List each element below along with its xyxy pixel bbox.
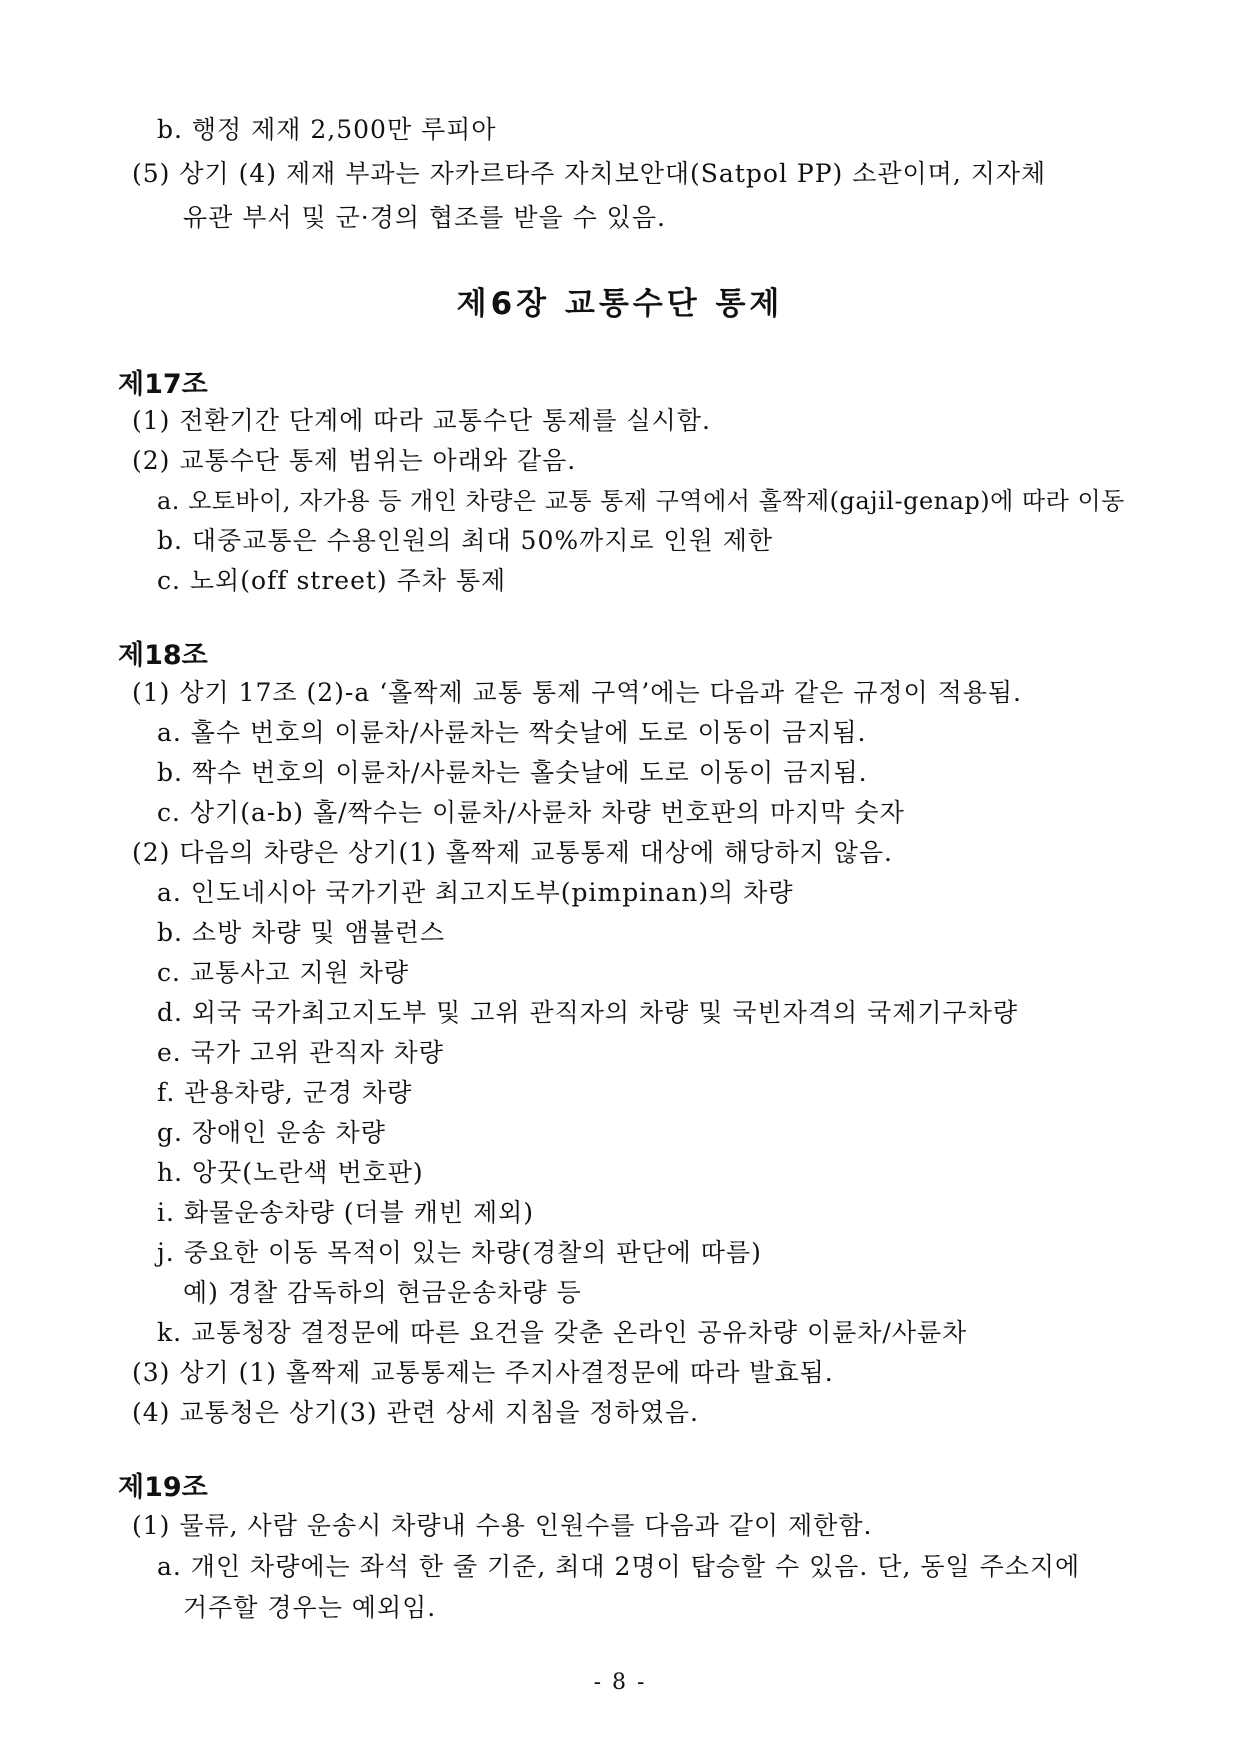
- article-heading: 제18조: [118, 640, 208, 671]
- text-line: h. 앙꿋(노란색 번호판): [157, 1158, 424, 1187]
- text-line: 유관 부서 및 군·경의 협조를 받을 수 있음.: [183, 203, 666, 232]
- text-line: f. 관용차량, 군경 차량: [157, 1078, 413, 1107]
- text-line: a. 오토바이, 자가용 등 개인 차량은 교통 통제 구역에서 홀짝제(gajil-genap)에 따라 이동: [157, 487, 1125, 515]
- text-line: c. 교통사고 지원 차량: [157, 958, 409, 987]
- text-line: c. 노외(off street) 주차 통제: [157, 566, 507, 595]
- text-line: k. 교통청장 결정문에 따른 요건을 갖춘 온라인 공유차량 이륜차/사륜차: [157, 1318, 968, 1347]
- text-line: (1) 상기 17조 (2)-a ‘홀짝제 교통 통제 구역’에는 다음과 같은 규정이 적용됨.: [132, 678, 1022, 707]
- text-line: g. 장애인 운송 차량: [157, 1118, 386, 1147]
- text-line: i. 화물운송차량 (더블 캐빈 제외): [157, 1198, 535, 1227]
- text-line: c. 상기(a-b) 홀/짝수는 이륜차/사륜차 차량 번호판의 마지막 숫자: [157, 798, 905, 827]
- text-line: b. 대중교통은 수용인원의 최대 50%까지로 인원 제한: [157, 526, 774, 555]
- text-line: (5) 상기 (4) 제재 부과는 자카르타주 자치보안대(Satpol PP) 소관이며, 지자체: [132, 159, 1047, 188]
- text-line: j. 중요한 이동 목적이 있는 차량(경찰의 판단에 따름): [157, 1238, 762, 1267]
- text-line: (2) 다음의 차량은 상기(1) 홀짝제 교통통제 대상에 해당하지 않음.: [132, 838, 893, 867]
- text-line: a. 홀수 번호의 이륜차/사륜차는 짝숫날에 도로 이동이 금지됨.: [157, 718, 867, 747]
- text-line: e. 국가 고위 관직자 차량: [157, 1038, 444, 1067]
- article-heading: 제17조: [118, 369, 208, 400]
- text-line: d. 외국 국가최고지도부 및 고위 관직자의 차량 및 국빈자격의 국제기구차량: [157, 998, 1018, 1027]
- article-heading: 제19조: [118, 1472, 208, 1503]
- text-line: a. 인도네시아 국가기관 최고지도부(pimpinan)의 차량: [157, 878, 794, 907]
- text-line: (4) 교통청은 상기(3) 관련 상세 지침을 정하였음.: [132, 1398, 700, 1427]
- chapter-title: 제6장 교통수단 통제: [456, 286, 784, 322]
- text-line: 예) 경찰 감독하의 현금운송차량 등: [183, 1278, 582, 1307]
- text-line: 거주할 경우는 예외임.: [183, 1593, 437, 1622]
- text-line: (2) 교통수단 통제 범위는 아래와 같음.: [132, 446, 577, 475]
- page-number: - 8 -: [593, 1670, 647, 1695]
- text-line: b. 소방 차량 및 앰뷸런스: [157, 918, 446, 947]
- text-line: a. 개인 차량에는 좌석 한 줄 기준, 최대 2명이 탑승할 수 있음. 단, 동일 주소지에: [157, 1552, 1081, 1581]
- text-line: b. 행정 제재 2,500만 루피아: [157, 115, 497, 144]
- text-line: (1) 물류, 사람 운송시 차량내 수용 인원수를 다음과 같이 제한함.: [132, 1511, 873, 1540]
- text-line: (3) 상기 (1) 홀짝제 교통통제는 주지사결정문에 따라 발효됨.: [132, 1358, 834, 1387]
- text-line: b. 짝수 번호의 이륜차/사륜차는 홀숫날에 도로 이동이 금지됨.: [157, 758, 868, 787]
- text-line: (1) 전환기간 단계에 따라 교통수단 통제를 실시함.: [132, 406, 711, 435]
